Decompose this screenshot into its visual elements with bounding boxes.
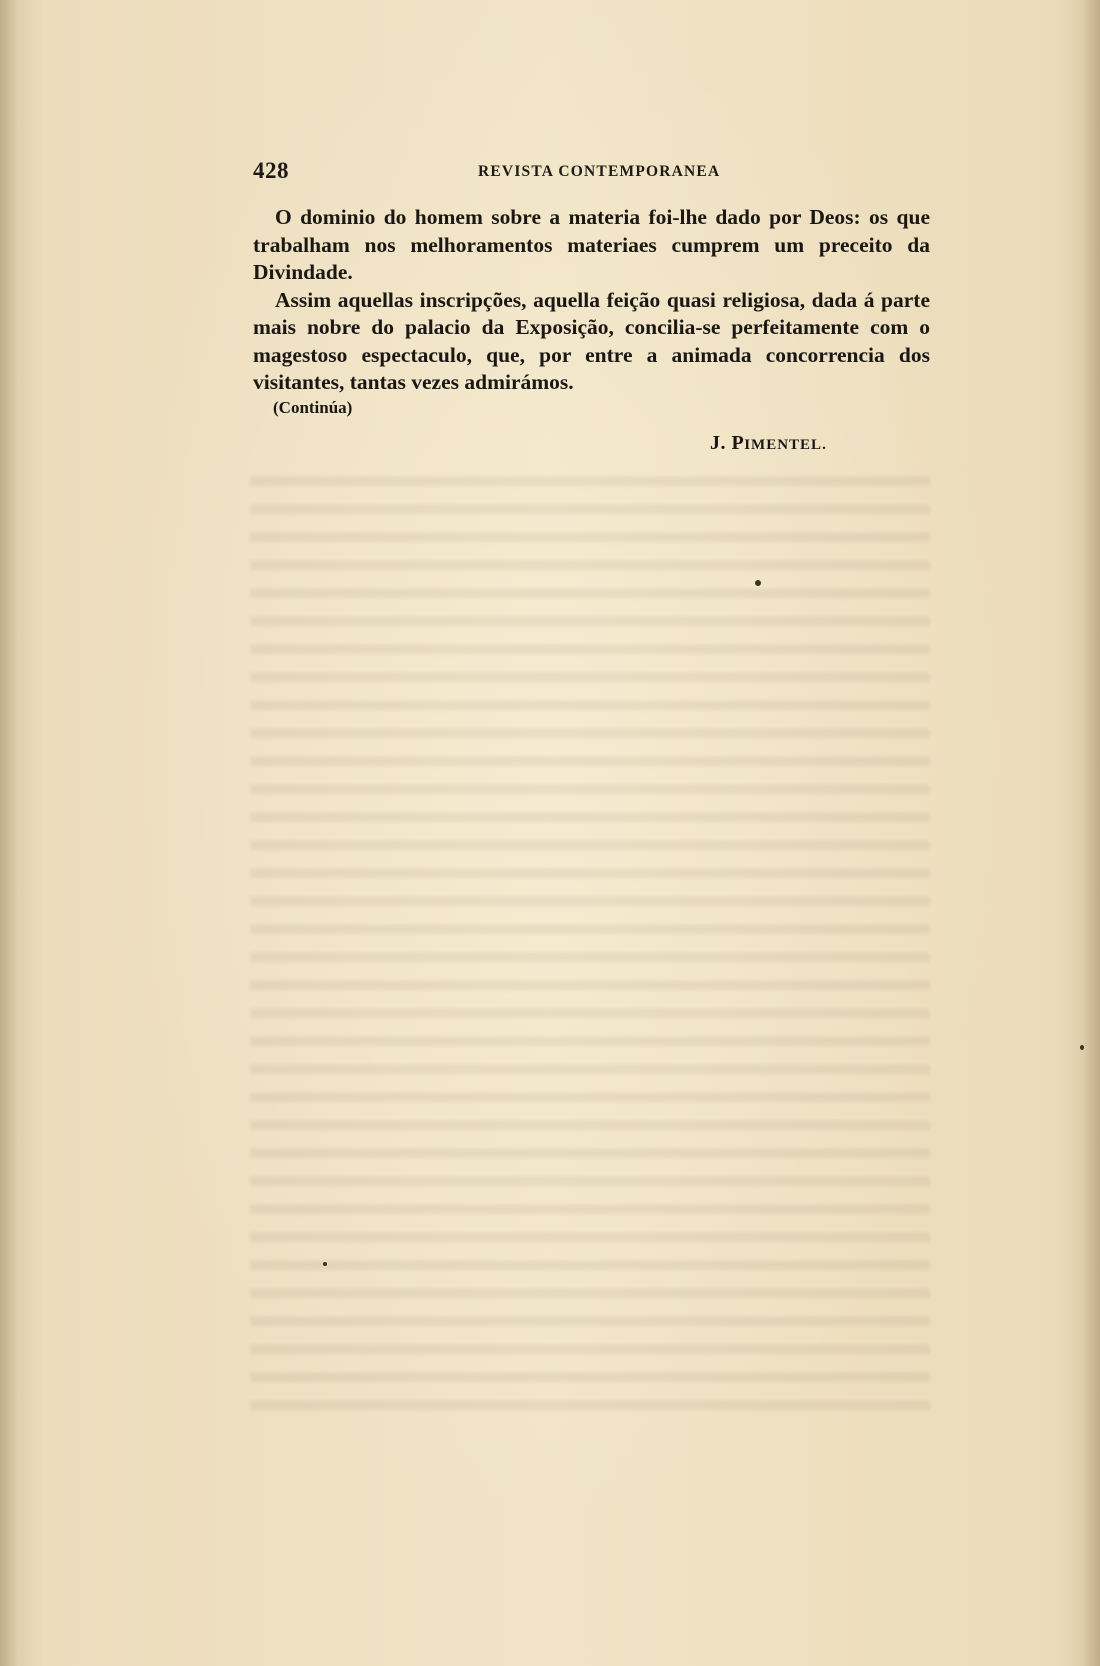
signature-surname: IMENTEL.	[744, 437, 827, 453]
paragraph-1: O dominio do homem sobre a materia foi-lhe dado por Deos: os que trabalham nos melhoramentos materiaes cumprem um preceito da Divindade.	[253, 205, 930, 284]
paper-speck	[323, 1262, 327, 1266]
continued-note: (Continúa)	[273, 398, 353, 417]
paper-speck	[1080, 1045, 1084, 1050]
author-signature	[710, 432, 827, 455]
paragraph-2: Assim aquellas inscripções, aquella feição quasi religiosa, dada á parte mais nobre do palacio da Exposição, concilia-se perfeitamente com o magestoso espectaculo, que, por entre a animada concorrencia dos visitantes, tantas vezes admirámos.	[253, 287, 930, 394]
paper-speck	[755, 580, 761, 586]
journal-title: REVISTA CONTEMPORANEA	[478, 163, 721, 180]
page-number: 428	[253, 158, 289, 183]
running-head	[253, 158, 930, 186]
page-edge-shadow-left	[0, 0, 18, 1666]
show-through-text-background	[250, 460, 930, 1420]
body-text	[253, 204, 930, 397]
signature-initial: J. P	[710, 432, 745, 454]
page-edge-shadow-right	[1082, 0, 1100, 1666]
